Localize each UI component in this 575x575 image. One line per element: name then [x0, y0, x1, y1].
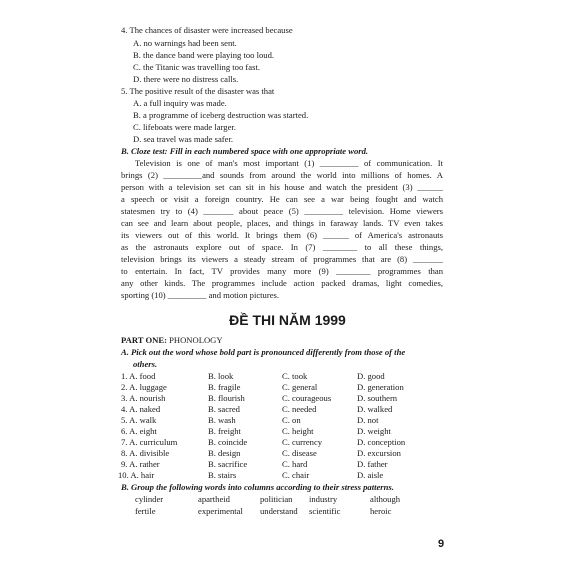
phonology-option: C. needed: [282, 404, 317, 414]
section-a-heading-cont: others.: [133, 359, 158, 369]
phonology-option: B. coincide: [208, 437, 248, 447]
stress-word: politician: [260, 494, 293, 504]
phonology-option: C. currency: [282, 437, 323, 447]
phonology-option: 1. A. food: [121, 371, 156, 381]
page-number: 9: [438, 538, 445, 550]
q5-option-b: B. a programme of iceberg destruction was started.: [133, 110, 309, 120]
phonology-option: B. design: [208, 448, 241, 458]
phonology-option: 9. A. rather: [121, 459, 160, 469]
q5-stem: 5. The positive result of the disaster was that: [121, 86, 275, 96]
phonology-option: C. hard: [282, 459, 308, 469]
phonology-option: B. sacred: [208, 404, 240, 414]
stress-word: heroic: [370, 506, 392, 516]
phonology-option: 4. A. naked: [121, 404, 161, 414]
cloze-line: statesmen try to (4) _______ about peace (5) _________ television. Home viewers: [121, 206, 443, 216]
phonology-option: B. sacrifice: [208, 459, 248, 469]
phonology-option: 2. A. luggage: [121, 382, 167, 392]
phonology-option: 3. A. nourish: [121, 393, 166, 403]
cloze-line: television brings its viewers a steady stream of programmes that are (8) _______: [121, 254, 443, 264]
section-a-heading: A. Pick out the word whose bold part is pronounced differently from those of the: [121, 347, 406, 357]
phonology-option: B. flourish: [208, 393, 245, 403]
stress-word: cylinder: [135, 494, 164, 504]
phonology-option: D. aisle: [357, 470, 384, 480]
stress-word: although: [370, 494, 401, 504]
stress-word: apartheid: [198, 494, 230, 504]
part-one-heading: PART ONE: PHONOLOGY: [121, 335, 223, 345]
section-b-heading: B. Group the following words into columns according to their stress patterns.: [121, 482, 394, 492]
cloze-line: as the astronauts explore out of space. In (7) ________ to all these things,: [121, 242, 443, 252]
stress-word: experimental: [198, 506, 243, 516]
phonology-option: B. stairs: [208, 470, 237, 480]
phonology-option: D. father: [357, 459, 388, 469]
q4-option-c: C. the Titanic was travelling too fast.: [133, 62, 260, 72]
cloze-line: a speech or visit a foreign country. He can see a war being fought and watch: [121, 194, 443, 204]
phonology-option: D. walked: [357, 404, 393, 414]
exam-title: ĐỀ THI NĂM 1999: [229, 312, 346, 328]
stress-word: scientific: [309, 506, 341, 516]
cloze-line: Television is one of man's most important (1) _________ of communication. It: [135, 158, 443, 168]
phonology-option: D. weight: [357, 426, 391, 436]
cloze-line: any other kinds. The programmes include action packed dramas, light comedies,: [121, 278, 443, 288]
phonology-option: D. good: [357, 371, 385, 381]
phonology-option: 7. A. curriculum: [121, 437, 178, 447]
q5-option-d: D. sea travel was made safer.: [133, 134, 233, 144]
q4-stem: 4. The chances of disaster were increased because: [121, 25, 293, 35]
cloze-line: can see and learn about people, places, and things in faraway lands. TV even takes: [121, 218, 443, 228]
q4-option-d: D. there were no distress calls.: [133, 74, 239, 84]
phonology-option: C. height: [282, 426, 314, 436]
phonology-option: 10. A. hair: [118, 470, 155, 480]
phonology-option: B. wash: [208, 415, 236, 425]
stress-word: understand: [260, 506, 298, 516]
q5-option-c: C. lifeboats were made larger.: [133, 122, 236, 132]
phonology-option: C. on: [282, 415, 301, 425]
cloze-heading: B. Cloze test: Fill in each numbered space with one appropriate word.: [121, 146, 369, 156]
cloze-line: brings (2) _________and sounds from around the world into millions of homes. A: [121, 170, 443, 180]
cloze-line: to entertain. In fact, TV provides many more (9) ________ programmes than: [121, 266, 443, 276]
phonology-option: C. took: [282, 371, 308, 381]
q5-option-a: A. a full inquiry was made.: [133, 98, 227, 108]
q4-option-a: A. no warnings had been sent.: [133, 38, 237, 48]
phonology-option: D. conception: [357, 437, 406, 447]
cloze-line: sporting (10) _________ and motion pictures.: [121, 290, 280, 300]
q4-option-b: B. the dance band were playing too loud.: [133, 50, 275, 60]
phonology-option: 5. A. walk: [121, 415, 157, 425]
phonology-option: B. look: [208, 371, 234, 381]
cloze-line: person with a television set can sit in his house and watch the president (3) ______: [121, 182, 443, 192]
cloze-line: its viewers out of this world. It brings them (6) ______ of America's astronauts: [121, 230, 443, 240]
phonology-option: B. freight: [208, 426, 241, 436]
phonology-option: D. not: [357, 415, 379, 425]
stress-word: fertile: [135, 506, 156, 516]
phonology-option: C. chair: [282, 470, 310, 480]
phonology-option: 6. A. eight: [121, 426, 157, 436]
phonology-option: D. generation: [357, 382, 404, 392]
phonology-option: D. southern: [357, 393, 398, 403]
phonology-option: B. fragile: [208, 382, 241, 392]
phonology-option: C. disease: [282, 448, 317, 458]
stress-word: industry: [309, 494, 338, 504]
phonology-option: C. general: [282, 382, 318, 392]
phonology-option: 8. A. divisible: [121, 448, 170, 458]
phonology-option: D. excursion: [357, 448, 401, 458]
phonology-option: C. courageous: [282, 393, 332, 403]
